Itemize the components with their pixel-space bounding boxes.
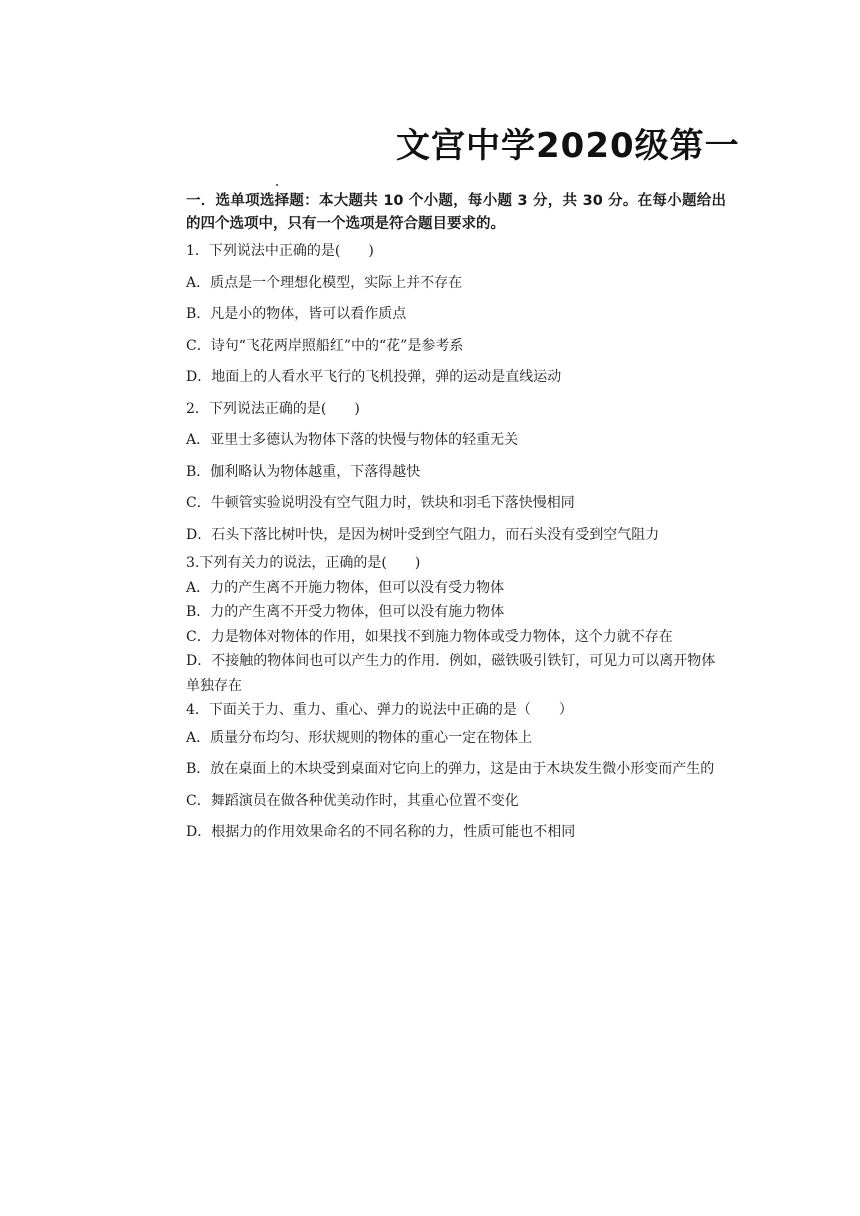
option-b: B．伽利略认为物体越重，下落得越快 [186,463,421,480]
question-2 [186,394,726,552]
section-heading: 一．选单项选择题：本大题共 10 个小题，每小题 3 分，共 30 分。在每小题给出的四个选项中，只有一个选项是符合题目要求的。 [186,193,726,232]
option-a: A．质点是一个理想化模型，实际上并不存在 [186,274,463,291]
question-4 [186,698,726,849]
question-stem: 1．下列说法中正确的是( ) [186,243,374,259]
option-b: B．凡是小的物体，皆可以看作质点 [186,306,407,322]
option-b: B．放在桌面上的木块受到桌面对它向上的弹力，这是由于木块发生微小形变而产生的 [186,761,715,777]
option-c: C．牛顿管实验说明没有空气阻力时，铁块和羽毛下落快慢相同 [186,495,575,511]
exam-title: 文宫中学2020级第一 [396,126,740,166]
question-stem: 2．下列说法正确的是( ) [186,400,360,417]
option-d: D．不接触的物体间也可以产生力的作用．例如，磁铁吸引铁钉，可见力可以离开物体单独存在 [186,653,716,694]
question-1 [186,236,726,394]
option-c: C．力是物体对物体的作用，如果找不到施力物体或受力物体，这个力就不存在 [186,628,673,645]
option-b: B．力的产生离不开受力物体，但可以没有施力物体 [186,604,505,620]
exam-content [186,190,726,849]
option-a: A．力的产生离不开施力物体，但可以没有受力物体 [186,579,505,596]
stray-dot [276,184,278,186]
option-c: C．舞蹈演员在做各种优美动作时，其重心位置不变化 [186,792,519,809]
option-d: D．地面上的人看水平飞行的飞机投弹，弹的运动是直线运动 [186,369,562,385]
option-a: A．质量分布均匀、形状规则的物体的重心一定在物体上 [186,729,533,746]
option-d: D．根据力的作用效果命名的不同名称的力，性质可能也不相同 [186,824,576,840]
question-3 [186,551,726,698]
question-stem: 4．下面关于力、重力、重心、弹力的说法中正确的是（ ） [186,702,573,718]
option-c: C．诗句“飞花两岸照船红”中的“花”是参考系 [186,337,464,354]
option-a: A．亚里士多德认为物体下落的快慢与物体的轻重无关 [186,432,519,448]
question-stem: 3.下列有关力的说法，正确的是( ) [186,555,421,571]
option-d: D．石头下落比树叶快，是因为树叶受到空气阻力，而石头没有受到空气阻力 [186,526,660,543]
